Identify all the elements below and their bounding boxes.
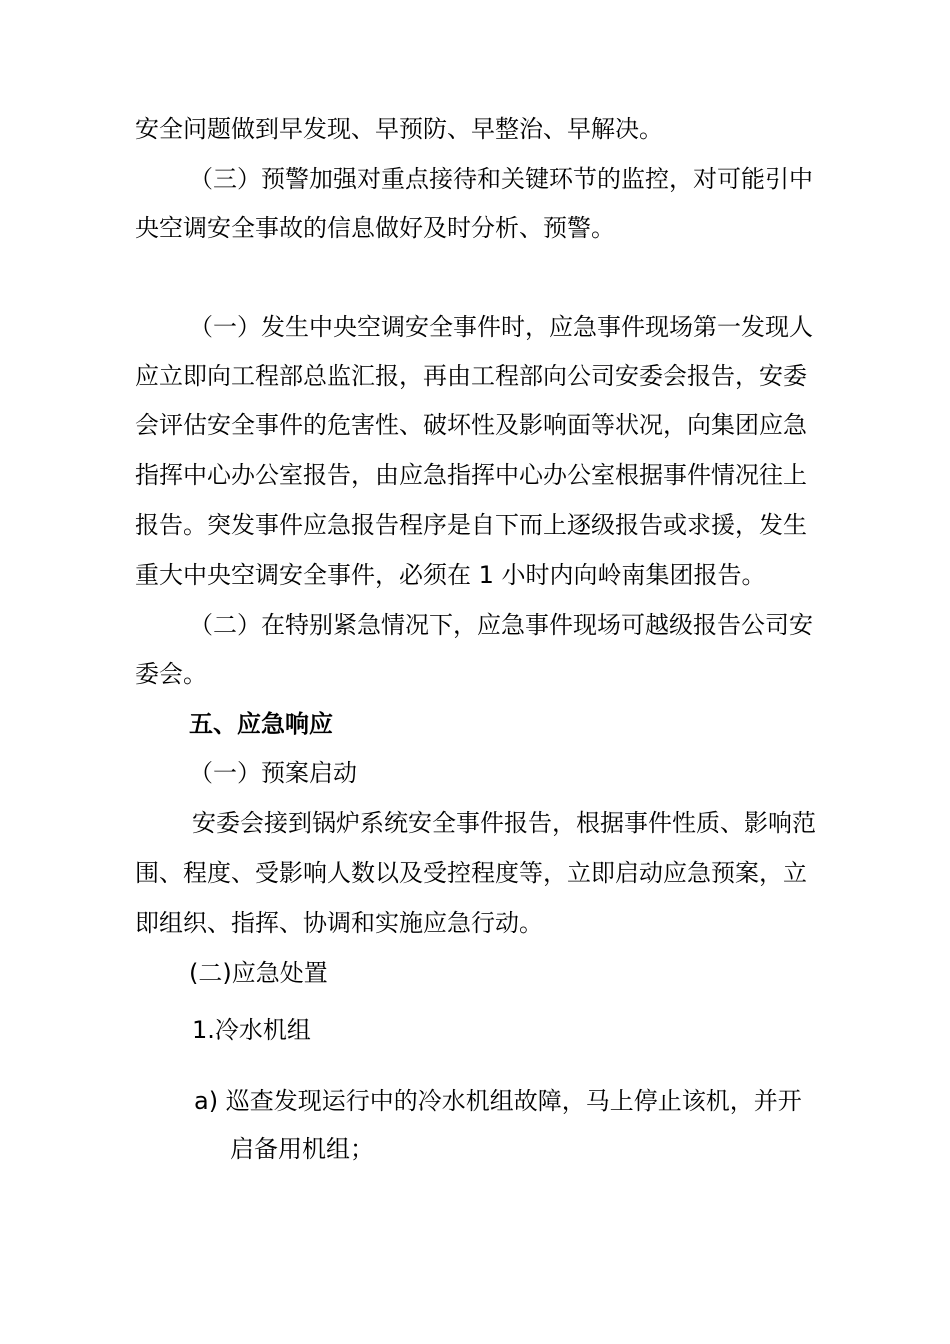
paragraph-line: 安全问题做到早发现、早预防、早整治、早解决。 — [135, 115, 663, 143]
subsection-heading: (二)应急处置 — [189, 959, 328, 987]
paragraph-line: 重大中央空调安全事件，必须在 1 小时内向岭南集团报告。 — [135, 561, 766, 589]
paragraph-line: 央空调安全事故的信息做好及时分析、预警。 — [135, 214, 615, 242]
paragraph-line: 应立即向工程部总监汇报，再由工程部向公司安委会报告，安委 — [135, 362, 807, 390]
paragraph-line: 报告。突发事件应急报告程序是自下而上逐级报告或求援，发生 — [135, 511, 807, 539]
list-item: a) 巡查发现运行中的冷水机组故障，马上停止该机，并开 — [194, 1087, 802, 1115]
paragraph-line: （一）发生中央空调安全事件时，应急事件现场第一发现人 — [189, 313, 813, 341]
section-heading: 五、应急响应 — [189, 710, 333, 738]
paragraph-line: 指挥中心办公室报告，由应急指挥中心办公室根据事件情况往上 — [135, 461, 807, 489]
paragraph-line: 即组织、指挥、协调和实施应急行动。 — [135, 909, 543, 937]
paragraph-line: （二）在特别紧急情况下，应急事件现场可越级报告公司安 — [189, 611, 813, 639]
paragraph-line: 委会。 — [135, 660, 207, 688]
paragraph-line: 会评估安全事件的危害性、破坏性及影响面等状况，向集团应急 — [135, 411, 807, 439]
paragraph-line: 围、程度、受影响人数以及受控程度等，立即启动应急预案，立 — [135, 859, 807, 887]
paragraph-line: 安委会接到锅炉系统安全事件报告，根据事件性质、影响范 — [192, 809, 816, 837]
paragraph-line: （三）预警加强对重点接待和关键环节的监控，对可能引中 — [189, 165, 813, 193]
list-item-continuation: 启备用机组； — [230, 1135, 374, 1163]
item-title: 1.冷水机组 — [192, 1016, 311, 1044]
subsection-heading: （一）预案启动 — [189, 759, 357, 787]
